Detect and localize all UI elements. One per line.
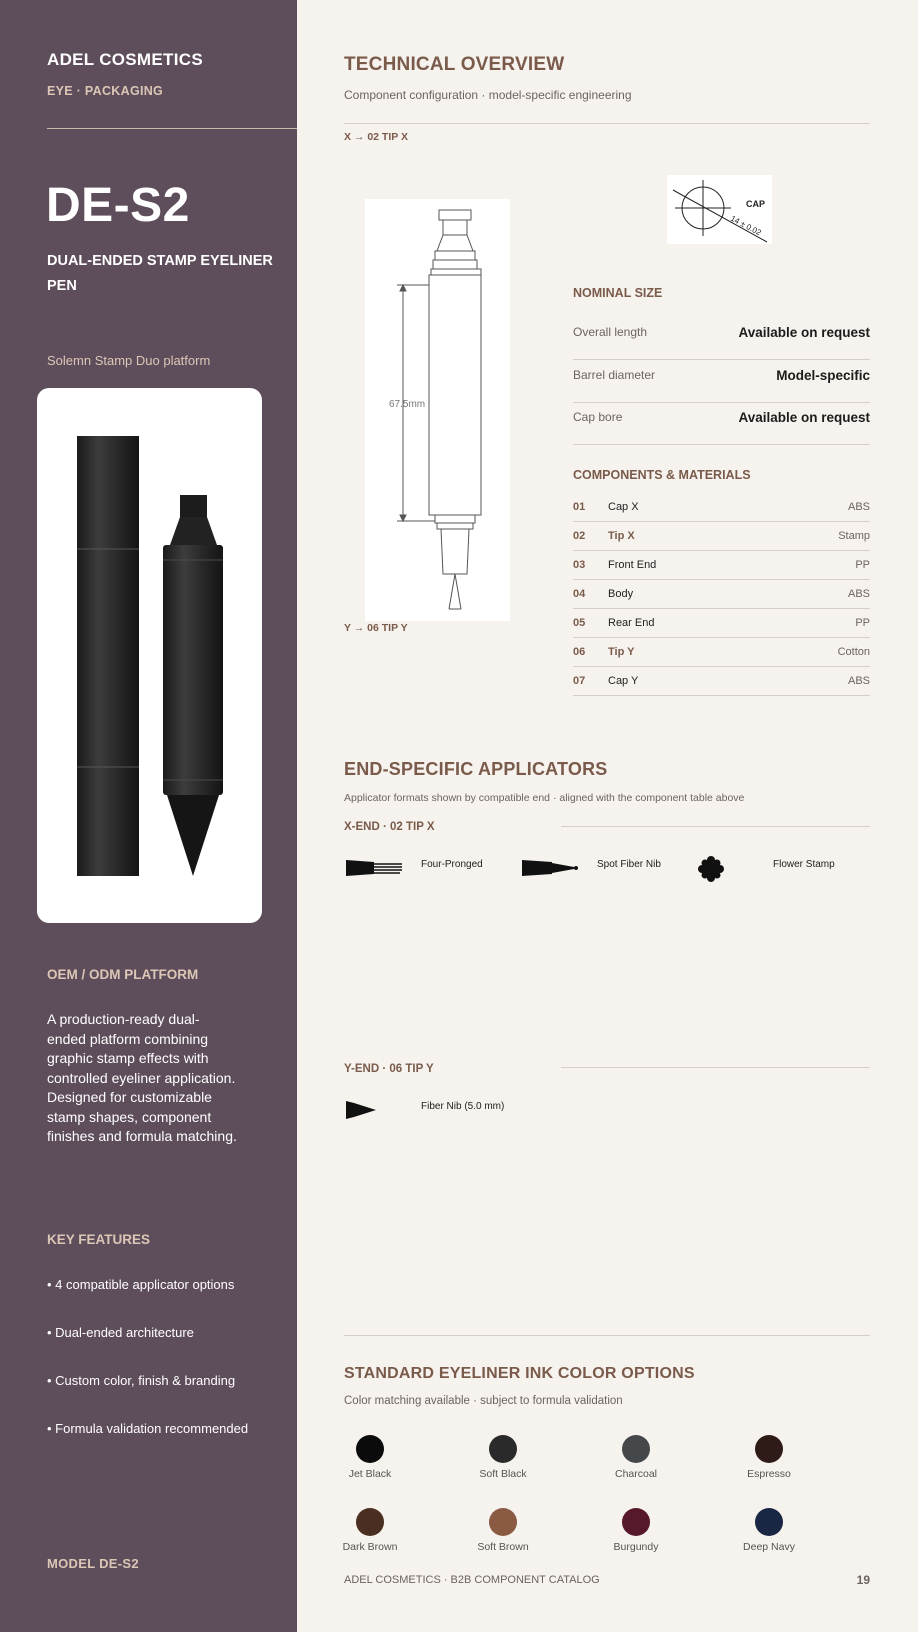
- component-row: [573, 609, 870, 638]
- technical-subtitle: Component configuration · model-specific engineering: [344, 88, 632, 102]
- four-pronged-tip-icon: [344, 857, 404, 879]
- size-value: Available on request: [738, 410, 870, 425]
- end-x-label: X → 02 TIP X: [344, 131, 408, 143]
- nominal-size-row: [573, 318, 870, 360]
- divider: [344, 1335, 870, 1336]
- platform-name: Solemn Stamp Duo platform: [47, 353, 211, 368]
- model-code: DE-S2: [46, 179, 190, 232]
- component-material: ABS: [847, 675, 870, 687]
- flower-stamp-icon: [697, 856, 725, 882]
- colors-subtitle: Color matching available · subject to formula validation: [344, 1395, 623, 1407]
- sidebar-panel: [0, 0, 297, 1632]
- component-name: Cap Y: [608, 675, 639, 687]
- component-material: ABS: [847, 588, 870, 600]
- component-name: Tip Y: [608, 646, 635, 658]
- nominal-size-heading: NOMINAL SIZE: [573, 286, 663, 300]
- component-number: 01: [573, 501, 586, 513]
- component-number: 07: [573, 675, 586, 687]
- category-label: EYE · PACKAGING: [47, 84, 164, 98]
- component-material: ABS: [847, 501, 870, 513]
- component-number: 05: [573, 617, 586, 629]
- technical-drawing: [365, 199, 510, 621]
- component-name: Rear End: [608, 617, 655, 629]
- component-number: 06: [573, 646, 586, 658]
- component-row: [573, 638, 870, 667]
- component-number: 02: [573, 530, 586, 542]
- color-swatch-label: Deep Navy: [743, 1541, 795, 1553]
- footer-model: MODEL DE-S2: [47, 1556, 139, 1571]
- oem-description: A production-ready dual-ended platform combining graphic stamp effects with controlled eyeliner application. Designed for customizable stamp shapes, component finishes and formula matching.: [47, 1011, 237, 1144]
- component-row: [573, 522, 870, 551]
- size-value: Available on request: [738, 325, 870, 340]
- applicator-name: Fiber Nib (5.0 mm): [421, 1101, 505, 1112]
- component-number: 04: [573, 588, 586, 600]
- component-name: Front End: [608, 559, 657, 571]
- component-name: Cap X: [608, 501, 639, 513]
- technical-title: TECHNICAL OVERVIEW: [344, 54, 565, 75]
- color-swatch: [356, 1435, 384, 1463]
- component-material: PP: [855, 617, 870, 629]
- features-heading: KEY FEATURES: [47, 1232, 151, 1247]
- size-label: Barrel diameter: [573, 368, 656, 382]
- applicator-name: Four-Pronged: [421, 859, 483, 870]
- component-material: Cotton: [837, 646, 870, 658]
- feature-item: • Formula validation recommended: [47, 1421, 249, 1436]
- applicators-title: END-SPECIFIC APPLICATORS: [344, 759, 608, 779]
- component-row: [573, 493, 870, 522]
- pen-tip: [167, 795, 219, 876]
- product-name: DUAL-ENDED STAMP EYELINER PEN: [47, 253, 273, 294]
- component-material: Stamp: [838, 530, 870, 542]
- size-value: Model-specific: [776, 368, 870, 383]
- colors-title: STANDARD EYELINER INK COLOR OPTIONS: [344, 1365, 695, 1382]
- dimension-label: 67.5mm: [389, 399, 426, 410]
- feature-item: • Dual-ended architecture: [47, 1325, 194, 1340]
- divider: [344, 123, 870, 124]
- nominal-size-row: [573, 361, 870, 403]
- x-end-label: X-END · 02 TIP X: [344, 821, 435, 833]
- component-material: PP: [855, 559, 870, 571]
- cap-bore-diagram: [667, 175, 772, 244]
- component-row: [573, 667, 870, 696]
- color-swatch: [489, 1435, 517, 1463]
- component-row: [573, 580, 870, 609]
- feature-item: • 4 compatible applicator options: [47, 1277, 235, 1292]
- fiber-nib-icon: [344, 1099, 378, 1121]
- color-swatch-label: Soft Brown: [477, 1541, 529, 1553]
- color-swatch-label: Soft Black: [479, 1468, 527, 1480]
- cap-label: CAP: [746, 199, 766, 209]
- pen-cap-body: [77, 436, 139, 876]
- applicators-subtitle: Applicator formats shown by compatible end · aligned with the component table above: [344, 792, 745, 804]
- page-number: 19: [856, 1573, 870, 1587]
- color-swatch-label: Jet Black: [348, 1468, 392, 1480]
- spot-fiber-nib-icon: [520, 857, 580, 879]
- size-label: Overall length: [573, 325, 648, 339]
- color-swatch: [356, 1508, 384, 1536]
- y-end-label: Y-END · 06 TIP Y: [344, 1063, 434, 1075]
- component-number: 03: [573, 559, 586, 571]
- divider: [561, 1067, 870, 1068]
- components-heading: COMPONENTS & MATERIALS: [573, 468, 751, 482]
- color-swatch-label: Charcoal: [614, 1468, 658, 1480]
- cap-dimension: 14 ± 0.02: [729, 213, 763, 238]
- color-swatch-label: Dark Brown: [342, 1541, 398, 1553]
- divider: [47, 128, 297, 129]
- component-row: [573, 551, 870, 580]
- divider: [561, 826, 870, 827]
- applicator-name: Spot Fiber Nib: [597, 859, 661, 870]
- color-swatch-label: Espresso: [747, 1468, 791, 1480]
- component-name: Body: [608, 588, 634, 600]
- color-swatch: [622, 1435, 650, 1463]
- brand-name: ADEL COSMETICS: [47, 50, 203, 69]
- color-swatch-label: Burgundy: [613, 1541, 659, 1553]
- feature-item: • Custom color, finish & branding: [47, 1373, 236, 1388]
- color-swatch: [622, 1508, 650, 1536]
- color-swatch: [755, 1508, 783, 1536]
- applicator-name: Flower Stamp: [773, 859, 835, 870]
- color-swatch: [489, 1508, 517, 1536]
- catalog-footer: ADEL COSMETICS · B2B COMPONENT CATALOG: [344, 1574, 600, 1586]
- oem-heading: OEM / ODM PLATFORM: [47, 967, 199, 982]
- pen-barrel: [163, 545, 223, 795]
- nominal-size-row: [573, 403, 870, 445]
- size-label: Cap bore: [573, 410, 623, 424]
- component-name: Tip X: [608, 530, 635, 542]
- product-photo: [37, 388, 262, 923]
- color-swatch: [755, 1435, 783, 1463]
- end-y-label: Y → 06 TIP Y: [344, 622, 408, 634]
